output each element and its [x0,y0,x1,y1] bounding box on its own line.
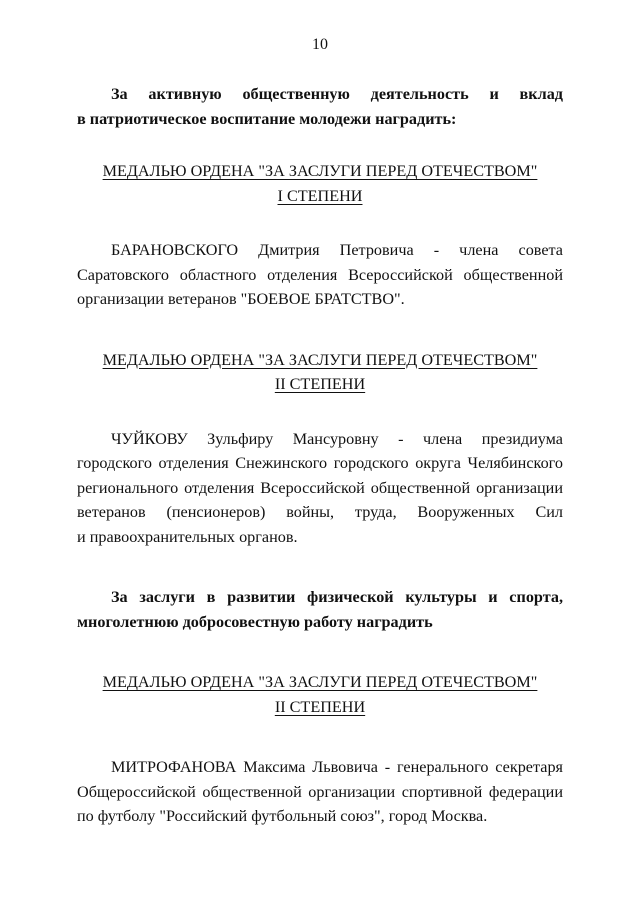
awardee-line: городского отделения Снежинского городского округа Челябинского [77,454,563,472]
awardee-line: по футболу "Российский футбольный союз", город Москва. [77,807,488,825]
awardee-line: Саратовского областного отделения Всероссийской общественной [77,265,563,284]
awardee-line: ЧУЙКОВУ Зульфиру Мансуровну - члена президиума [111,429,563,448]
awardee-line: регионального отделения Всероссийской общественной организации [77,478,563,497]
awardee-entry [77,755,563,829]
intro-line: За заслуги в развитии физической культуры и спорта, [111,588,563,606]
award-title [77,348,563,397]
intro-line: За активную общественную деятельность и вклад [111,85,563,103]
intro-line: в патриотическое воспитание молодежи наградить: [77,109,457,128]
page-number: 10 [312,36,328,53]
awardee-line: и правоохранительных органов. [77,527,298,546]
award-decree-intro [77,82,563,131]
award-degree: II СТЕПЕНИ [274,375,366,393]
award-degree: II СТЕПЕНИ [274,697,366,716]
awardee-line: организации ветеранов "БОЕВОЕ БРАТСТВО". [77,290,405,308]
intro-line: многолетнюю добросовестную работу наградить [77,612,433,631]
document-body [77,82,563,829]
awardee-line: БАРАНОВСКОГО Дмитрия Петровича - члена совета [111,241,563,259]
award-title [77,159,563,208]
awardee-line: Общероссийской общественной организации спортивной федерации [77,782,563,801]
awardee-entry [77,238,563,312]
award-title-line: МЕДАЛЬЮ ОРДЕНА "ЗА ЗАСЛУГИ ПЕРЕД ОТЕЧЕСТВОМ" [102,350,538,369]
award-title [77,670,563,719]
awardee-line: ветеранов (пенсионеров) войны, труда, Вооруженных Сил [77,503,563,521]
award-decree-intro [77,585,563,634]
awardee-entry [77,427,563,550]
award-title-line: МЕДАЛЬЮ ОРДЕНА "ЗА ЗАСЛУГИ ПЕРЕД ОТЕЧЕСТВОМ" [102,162,538,180]
award-title-line: МЕДАЛЬЮ ОРДЕНА "ЗА ЗАСЛУГИ ПЕРЕД ОТЕЧЕСТВОМ" [102,673,538,691]
award-degree: I СТЕПЕНИ [277,186,363,205]
awardee-line: МИТРОФАНОВА Максима Львовича - генерального секретаря [111,758,563,776]
